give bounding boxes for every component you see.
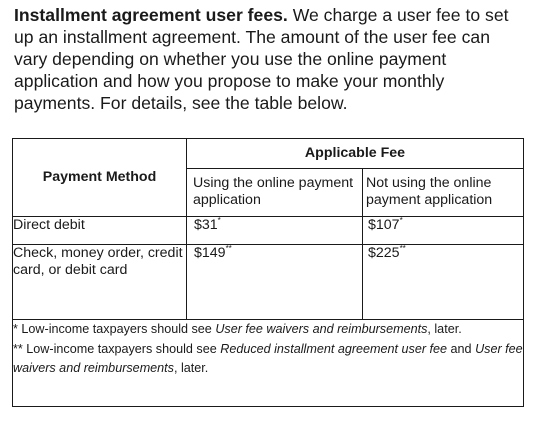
- row-method-direct-debit: Direct debit: [13, 217, 187, 245]
- footnotes: [13, 320, 524, 407]
- row-method-check-card: Check, money order, credit card, or debit card: [13, 245, 187, 320]
- header-payment-method: Payment Method: [13, 139, 187, 217]
- fee-online-value: $149: [194, 245, 226, 261]
- footnote-1: * Low-income taxpayers should see User fee waivers and reimbursements, later.: [13, 322, 462, 336]
- footnote-2: ** Low-income taxpayers should see Reduced installment agreement user fee and User fee waivers and reimbursements, later.: [13, 341, 523, 375]
- fee-not-online-footnote-mark: **: [399, 244, 406, 253]
- fee-online-footnote-mark: **: [225, 244, 232, 253]
- intro-paragraph: [14, 4, 526, 114]
- fee-not-online-value: $225: [368, 245, 400, 261]
- intro-heading: Installment agreement user fees.: [14, 5, 288, 25]
- header-applicable-fee: Applicable Fee: [187, 139, 524, 169]
- fee-not-online-cell: [363, 245, 524, 320]
- header-not-using-online: Not using the online payment application: [363, 168, 524, 216]
- fee-not-online-value: $107: [368, 217, 400, 233]
- fee-online-footnote-mark: *: [217, 216, 221, 225]
- header-using-online: Using the online payment application: [187, 168, 363, 216]
- footnotes-row: [13, 320, 524, 407]
- fee-not-online-footnote-mark: *: [399, 216, 403, 225]
- fee-table: [12, 138, 524, 407]
- fee-online-cell: [187, 245, 363, 320]
- table-row: [13, 245, 524, 320]
- fee-online-cell: [187, 217, 363, 245]
- intro-text: We charge a user fee to set up an installment agreement. The amount of the user fee can vary depending on whether you use the online payment application and how you propose to make your monthly payments. For details, see the table below.: [14, 5, 509, 113]
- fee-online-value: $31: [194, 217, 218, 233]
- fee-not-online-cell: [363, 217, 524, 245]
- table-row: [13, 217, 524, 245]
